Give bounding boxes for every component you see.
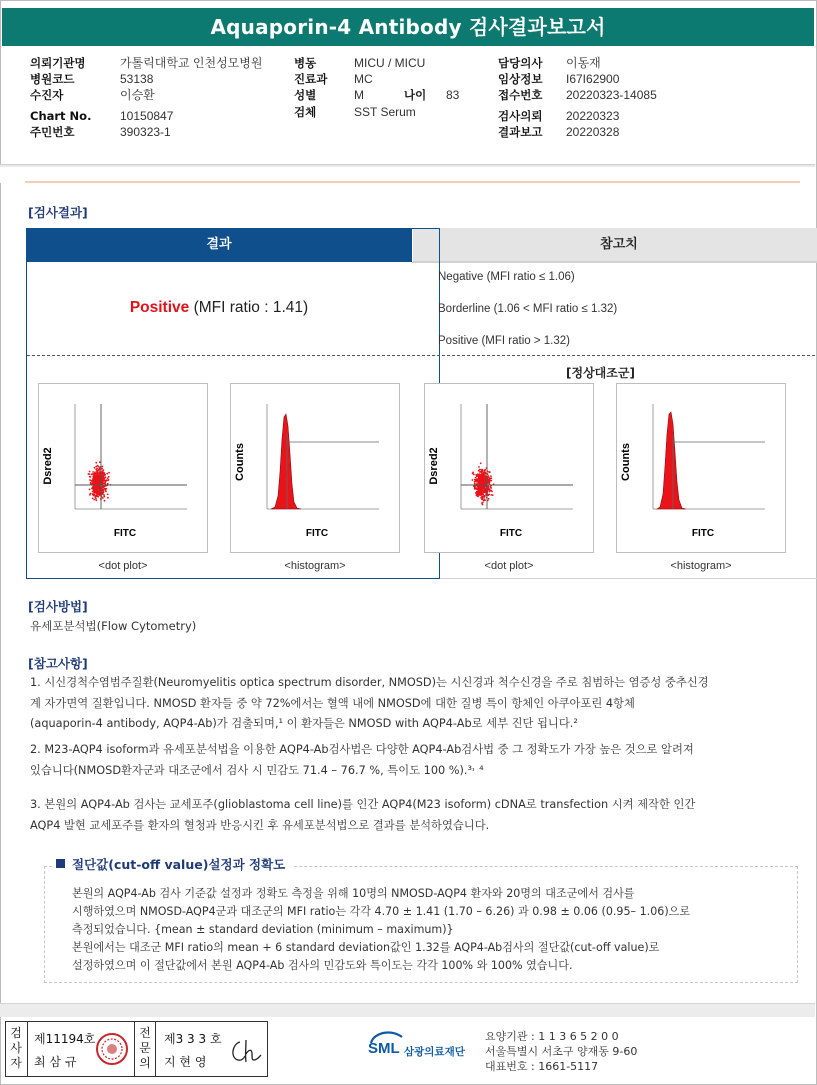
dot-plot-event <box>96 495 98 497</box>
info-value: M <box>354 88 364 103</box>
dot-plot-event <box>472 479 474 481</box>
info-value: 10150847 <box>120 108 174 123</box>
hist-ylabel: Counts <box>234 443 246 481</box>
dot-ylabel: Dsred2 <box>428 447 440 485</box>
dot-plot-event <box>104 500 106 502</box>
dot-plot-event <box>93 473 95 475</box>
inspector-label: 검사자 <box>10 1026 22 1070</box>
dot-plot-event <box>475 492 477 494</box>
dot-plot-event <box>95 468 97 470</box>
dot-plot-event <box>92 498 94 500</box>
patient-histogram <box>230 383 400 553</box>
sml-logo-icon <box>368 1027 406 1057</box>
dot-plot-event <box>98 470 100 472</box>
info-key: 검사의뢰 <box>498 108 543 123</box>
dot-plot-event <box>480 486 482 488</box>
section-title-method: [검사방법] <box>28 599 88 614</box>
company-phone: 대표번호 : 1661-5117 <box>485 1060 599 1073</box>
dot-plot-event <box>99 494 101 496</box>
doctor-label: 전문의 <box>139 1026 151 1070</box>
normal-control-label: [정상대조군] <box>566 366 635 380</box>
result-value <box>26 299 412 317</box>
dot-plot-event <box>482 469 484 471</box>
dot-plot-event <box>88 473 90 475</box>
dot-plot-event <box>489 471 491 473</box>
dot-plot-event <box>94 496 96 498</box>
dot-plot-event <box>488 498 490 500</box>
doctor-label-cell <box>134 1022 156 1076</box>
dot-plot-event <box>482 490 484 492</box>
dot-plot-event <box>105 488 107 490</box>
dot-plot-event <box>105 480 107 482</box>
note-2 <box>30 740 802 781</box>
dot-plot-event <box>103 469 105 471</box>
info-column-2 <box>294 55 459 120</box>
dot-plot-event <box>490 486 492 488</box>
dot-plot-event <box>102 466 104 468</box>
dot-plot-event <box>483 496 485 498</box>
dot-plot-event <box>477 485 479 487</box>
dot-plot-event <box>90 482 92 484</box>
histogram-caption: <histogram> <box>670 560 732 572</box>
dot-plot-event <box>476 495 478 497</box>
dot-plot-event <box>483 488 485 490</box>
dot-plot-event <box>472 473 474 475</box>
dot-plot-event <box>96 475 98 477</box>
dot-plot-event <box>108 472 110 474</box>
info-key: 담당의사 <box>498 56 543 70</box>
info-value: 이승환 <box>120 88 155 103</box>
dot-plot-event <box>97 487 99 489</box>
dot-plot-event <box>101 475 103 477</box>
dot-plot-event <box>105 491 107 493</box>
info-key: 의뢰기관명 <box>30 56 86 70</box>
company-logo-text: SML <box>368 1040 400 1057</box>
info-value: 20220323 <box>566 108 620 123</box>
cutoff-title <box>52 855 293 873</box>
dot-plot-event <box>107 493 109 495</box>
signature-image <box>228 1036 264 1066</box>
agency-code: 요양기관 : 1 1 3 6 5 2 0 0 <box>485 1030 619 1043</box>
info-column-3 <box>498 55 657 140</box>
dot-plot-event <box>490 475 492 477</box>
dot-plot-event <box>98 480 100 482</box>
dot-plot-event <box>98 481 100 483</box>
dot-plot-event <box>484 472 486 474</box>
dot-plot-event <box>96 479 98 481</box>
dot-plot-caption: <dot plot> <box>98 560 148 572</box>
cutoff-line: 시행하였으며 NMOSD-AQP4군과 대조군의 MFI ratio는 각각 4.70 ± 1.41 (1.70 – 6.26) 과 0.98 ± 0.06 (0.95– 1.06)으로 <box>72 905 691 918</box>
info-key: 병동 <box>294 56 317 70</box>
dot-plot-event <box>95 500 97 502</box>
dot-plot-event <box>95 486 97 488</box>
info-value: 390323-1 <box>120 124 171 139</box>
info-key: 임상정보 <box>498 72 543 87</box>
dot-plot-event <box>95 462 97 464</box>
reference-borderline: Borderline (1.06 < MFI ratio ≤ 1.32) <box>438 303 618 315</box>
dot-plot-event <box>103 490 105 492</box>
histogram-caption: <histogram> <box>284 560 346 572</box>
section-title-result: [검사결과] <box>28 205 88 220</box>
hist-xlabel: FITC <box>691 528 715 539</box>
dot-plot-events <box>472 462 495 505</box>
note-1 <box>30 673 802 735</box>
dot-plot-event <box>89 476 91 478</box>
dot-plot-event <box>490 480 492 482</box>
dot-plot-event <box>481 488 483 490</box>
note-line: 2. M23-AQP4 isoform과 유세포분석법을 이용한 AQP4-Ab검사법은 다양한 AQP4-Ab검사법 중 그 정확도가 가장 높은 것으로 알려져 <box>30 743 694 756</box>
dot-plot-event <box>93 495 95 497</box>
footer-band <box>0 1003 815 1017</box>
note-line: 계 자가면역 질환입니다. NMOSD 환자들 중 약 72%에서는 혈액 내에 NMOSD에 대한 질병 특이 항체인 아쿠아포린 4항체 <box>30 696 635 710</box>
dot-plot-event <box>98 466 100 468</box>
result-detail: (MFI ratio : 1.41) <box>193 299 309 316</box>
dot-plot-event <box>483 481 485 483</box>
dot-plot-event <box>92 487 94 489</box>
reference-header: 참고치 <box>413 228 817 262</box>
dot-plot-event <box>93 485 95 487</box>
doctor-name: 지 현 영 <box>164 1055 207 1069</box>
dot-plot-svg <box>39 384 207 552</box>
cutoff-line: 측정되었습니다. {mean ± standard deviation (minimum – maximum)} <box>72 923 454 936</box>
dot-plot-event <box>92 483 94 485</box>
dot-plot-event <box>93 479 95 481</box>
dot-plot-event <box>103 496 105 498</box>
info-value: 가톨릭대학교 인천성모병원 <box>120 56 263 70</box>
patient-hist-peak <box>271 414 301 509</box>
method-text: 유세포분석법(Flow Cytometry) <box>30 619 197 633</box>
dot-plot-event <box>481 481 483 483</box>
dot-plot-event <box>479 469 481 471</box>
patient-dot-plot <box>38 383 208 553</box>
dot-xlabel: FITC <box>499 528 523 539</box>
dot-plot-event <box>93 499 95 501</box>
dot-plot-event <box>107 497 109 499</box>
control-histogram <box>616 383 786 553</box>
info-key: 수진자 <box>30 88 64 103</box>
dot-plot-event <box>89 471 91 473</box>
dot-plot-event <box>104 477 106 479</box>
info-value: 83 <box>446 88 460 103</box>
dot-plot-event <box>485 488 487 490</box>
dot-plot-event <box>102 473 104 475</box>
dot-plot-event <box>481 502 483 504</box>
note-line: 있습니다(NMOSD환자군과 대조군에서 검사 시 민감도 71.4 – 76.7 %, 특이도 100 %).³˒ ⁴ <box>30 763 484 777</box>
dot-plot-event <box>480 471 482 473</box>
dot-plot-event <box>484 491 486 493</box>
inspector-license: 제11194호 <box>34 1032 96 1046</box>
note-line: 1. 시신경척수염범주질환(Neuromyelitis optica spectrum disorder, NMOSD)는 시신경과 척수신경을 주로 침범하는 염증성 중추신경 <box>30 676 709 689</box>
reference-positive: Positive (MFI ratio > 1.32) <box>438 335 570 347</box>
cutoff-line: 설정하였으며 이 절단값에서 본원 AQP4-Ab 검사의 민감도와 특이도는 각각 100% 와 100% 였습니다. <box>72 959 573 972</box>
dot-plot-caption: <dot plot> <box>484 560 534 572</box>
dot-plot-event <box>101 468 103 470</box>
dot-plot-event <box>91 473 93 475</box>
dot-plot-event <box>95 489 97 491</box>
dot-plot-events <box>88 461 112 501</box>
cutoff-line: 본원에서는 대조군 MFI ratio의 mean + 6 standard deviation값인 1.32를 AQP4-Ab검사의 절단값(cut-off value)로 <box>72 941 660 954</box>
info-key: 진료과 <box>294 72 328 87</box>
dot-plot-event <box>488 488 490 490</box>
dashed-separator <box>27 355 817 356</box>
info-column-1 <box>30 55 262 140</box>
info-value: MICU / MICU <box>354 56 426 70</box>
info-key: 성별 <box>294 88 317 103</box>
dot-plot-event <box>478 475 480 477</box>
report-title: Aquaporin-4 Antibody 검사결과보고서 <box>2 8 814 46</box>
inspector-label-cell <box>6 1022 28 1076</box>
info-value: MC <box>354 72 373 87</box>
dot-plot-event <box>480 462 482 464</box>
dot-ylabel: Dsred2 <box>42 447 54 485</box>
info-value: SST Serum <box>354 104 416 119</box>
result-label: Positive <box>129 299 190 316</box>
dot-plot-event <box>481 479 483 481</box>
info-value: 20220323-14085 <box>566 88 657 103</box>
dot-plot-event <box>99 467 101 469</box>
dot-plot-event <box>487 494 489 496</box>
dot-plot-event <box>489 491 491 493</box>
dot-plot-event <box>474 483 476 485</box>
dot-plot-event <box>484 483 486 485</box>
dot-plot-event <box>92 471 94 473</box>
section-title-notes: [참고사항] <box>28 656 88 671</box>
dot-plot-event <box>477 496 479 498</box>
dot-plot-event <box>108 476 110 478</box>
dot-plot-event <box>99 461 101 463</box>
info-key: 병원코드 <box>30 72 75 87</box>
dot-plot-event <box>94 467 96 469</box>
dot-plot-event <box>106 473 108 475</box>
note-line: (aquaporin-4 antibody, AQP4-Ab)가 검출되며,¹ 이 환자들은 NMOSD with AQP4-Ab로 세부 진단 됩니다.² <box>30 717 578 730</box>
dot-plot-event <box>92 493 94 495</box>
seal-stamp-icon <box>95 1032 129 1066</box>
hist-xlabel: FITC <box>305 528 329 539</box>
dot-plot-event <box>101 489 103 491</box>
dot-plot-event <box>89 479 91 481</box>
company-name: 삼광의료재단 <box>404 1046 465 1058</box>
dot-plot-event <box>89 489 91 491</box>
result-header: 결과 <box>26 228 412 262</box>
histogram-svg <box>617 384 785 552</box>
hist-ylabel: Counts <box>620 443 632 481</box>
dot-plot-event <box>484 469 486 471</box>
dot-plot-event <box>94 492 96 494</box>
note-3 <box>30 795 802 836</box>
control-dot-plot <box>424 383 594 553</box>
cutoff-title-text: 절단값(cut-off value)설정과 정확도 <box>72 857 286 872</box>
inspector-name: 최 삼 규 <box>34 1055 77 1069</box>
dot-plot-event <box>481 478 483 480</box>
dot-plot-event <box>478 481 480 483</box>
dot-plot-event <box>482 499 484 501</box>
info-key: 접수번호 <box>498 88 543 103</box>
dot-plot-event <box>92 475 94 477</box>
dot-plot-event <box>94 482 96 484</box>
dot-plot-event <box>480 476 482 478</box>
info-key: Chart No. <box>30 108 92 123</box>
info-key: 검체 <box>294 104 317 119</box>
dot-plot-event <box>107 480 109 482</box>
dot-plot-event <box>482 477 484 479</box>
info-key: 나이 <box>404 88 427 103</box>
reference-negative: Negative (MFI ratio ≤ 1.06) <box>438 271 575 283</box>
dot-plot-event <box>97 490 99 492</box>
doctor-license: 제3 3 3 호 <box>164 1032 222 1046</box>
dot-plot-event <box>93 489 95 491</box>
dot-plot-event <box>478 489 480 491</box>
dot-plot-event <box>90 493 92 495</box>
control-hist-peak <box>657 412 686 509</box>
note-line: AQP4 발현 교세포주를 환자의 혈청과 반응시킨 후 유세포분석법으로 결과를 분석하였습니다. <box>30 818 490 832</box>
bullet-square-icon <box>56 859 65 868</box>
info-key: 주민번호 <box>30 124 75 139</box>
dot-plot-event <box>488 480 490 482</box>
info-value: 이동재 <box>566 56 601 70</box>
histogram-svg <box>231 384 399 552</box>
signature-stamp-box <box>5 1021 268 1077</box>
accent-divider <box>25 181 800 183</box>
dot-plot-event <box>483 498 485 500</box>
info-value: I67I62900 <box>566 72 620 87</box>
dot-plot-event <box>492 494 494 496</box>
note-line: 3. 본원의 AQP4-Ab 검사는 교세포주(glioblastoma cell line)를 인간 AQP4(M23 isoform) cDNA로 transfection 시켜 제작한 인간 <box>30 798 696 811</box>
dot-plot-event <box>481 473 483 475</box>
dot-xlabel: FITC <box>113 528 137 539</box>
dot-plot-event <box>94 475 96 477</box>
info-value: 20220328 <box>566 124 620 139</box>
dot-plot-event <box>95 498 97 500</box>
dot-plot-event <box>104 481 106 483</box>
info-key: 결과보고 <box>498 124 543 139</box>
dot-plot-event <box>476 475 478 477</box>
dot-plot-event <box>475 487 477 489</box>
info-value: 53138 <box>120 72 154 87</box>
dot-plot-event <box>482 496 484 498</box>
dot-plot-svg <box>425 384 593 552</box>
company-address: 서울특별시 서초구 양재동 9-60 <box>485 1045 638 1058</box>
dot-plot-event <box>483 486 485 488</box>
cutoff-line: 본원의 AQP4-Ab 검사 기준값 설정과 정확도 측정을 위해 10명의 NMOSD-AQP4 환자와 20명의 대조군에서 검사를 <box>72 887 635 900</box>
dot-plot-event <box>478 466 480 468</box>
dot-plot-event <box>481 493 483 495</box>
